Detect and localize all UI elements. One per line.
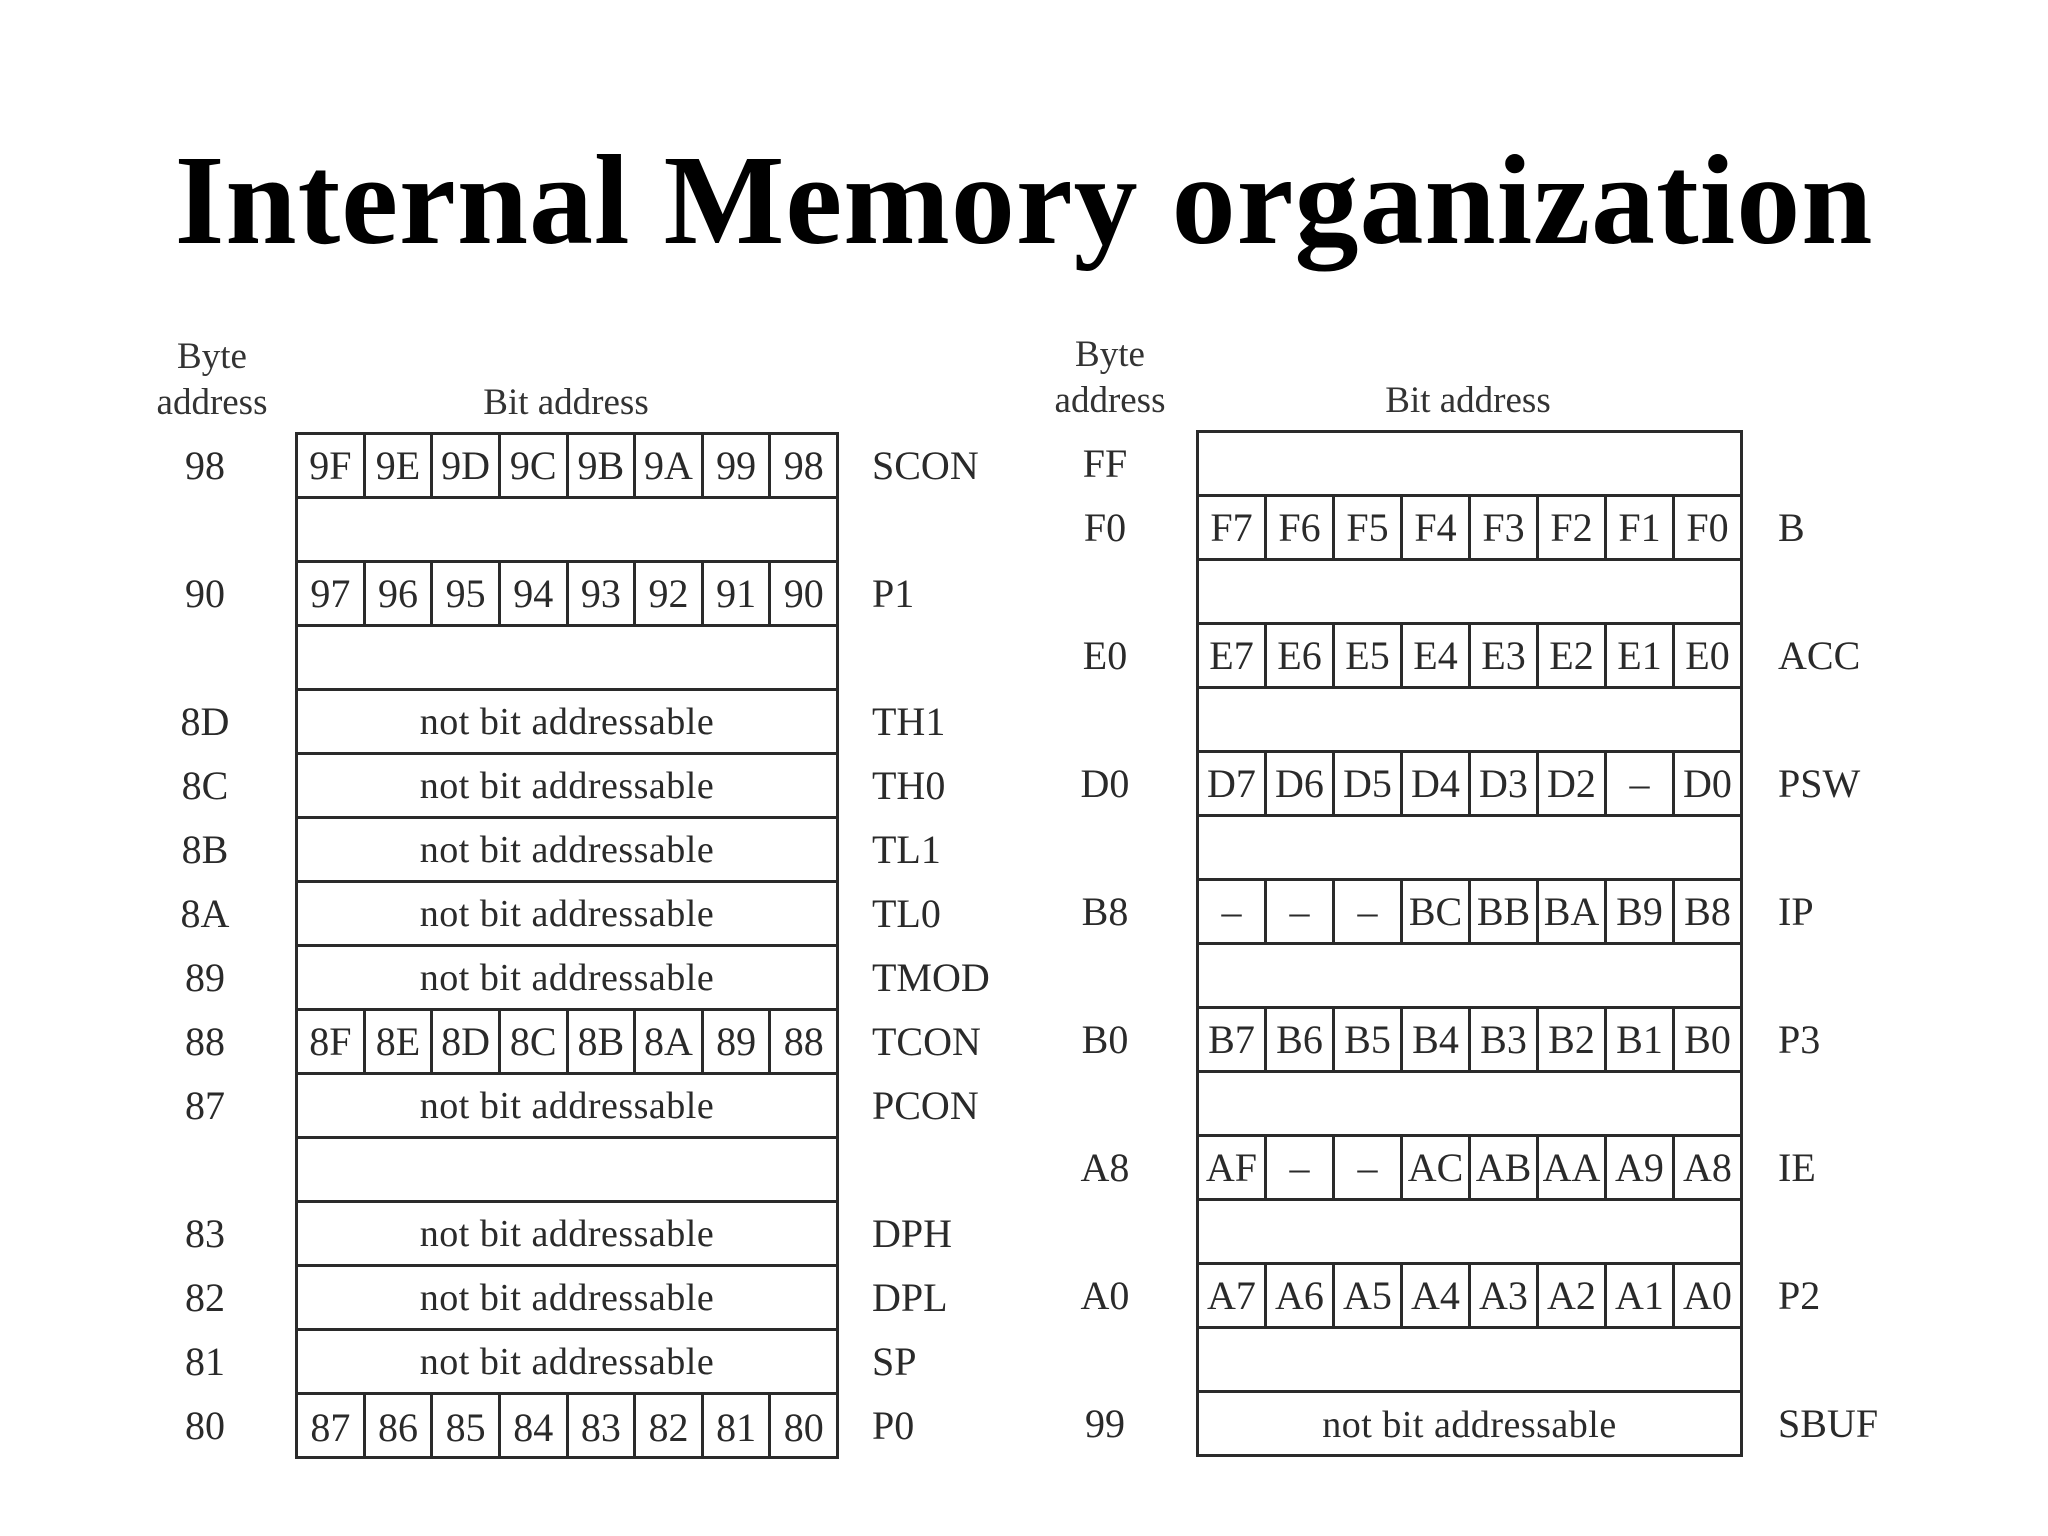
bit-cell: B0: [1684, 1017, 1731, 1062]
empty-register-row: [1199, 817, 1740, 881]
empty-register-row: [298, 1139, 836, 1203]
bit-cell: 92: [636, 563, 704, 624]
register-name-label: P1: [872, 571, 915, 616]
not-bit-addressable-cell: not bit addressable: [419, 1340, 715, 1383]
bit-cell: F0: [1686, 505, 1729, 550]
bit-cell: B4: [1403, 1009, 1471, 1070]
bit-cell: BB: [1471, 881, 1539, 942]
bit-cell: E4: [1403, 625, 1471, 686]
bit-cell: 85: [433, 1395, 501, 1459]
byte-header-line-1: Byte: [1075, 334, 1145, 375]
bit-cell: 87: [298, 1395, 366, 1459]
byte-address-label: 89: [185, 955, 225, 1000]
bit-address-grid: [1196, 430, 1743, 1457]
byte-address-label: 90: [185, 571, 225, 616]
bit-cell: A0: [1683, 1273, 1732, 1318]
byte-address-label: 83: [185, 1211, 225, 1256]
bit-cell: A3: [1471, 1265, 1539, 1326]
bit-cell: D3: [1471, 753, 1539, 814]
byte-address-label: 80: [185, 1403, 225, 1448]
bit-cell: F4: [1403, 497, 1471, 558]
bit-cell: D6: [1267, 753, 1335, 814]
empty-register-row: [1199, 689, 1740, 753]
bit-cell: 9D: [433, 435, 501, 496]
byte-address-header: [1040, 332, 1180, 424]
register-row: [1199, 1009, 1740, 1073]
byte-address-label: B0: [1081, 1017, 1129, 1062]
bit-cell: 9B: [569, 435, 637, 496]
bit-cell: F5: [1335, 497, 1403, 558]
register-name-label: P2: [1778, 1273, 1821, 1318]
bit-cell: A4: [1403, 1265, 1471, 1326]
bit-cell: –: [1335, 881, 1403, 942]
empty-register-row: [1199, 1073, 1740, 1137]
register-name-label: IP: [1778, 889, 1814, 934]
bit-cell: 88: [783, 1019, 824, 1064]
register-row: [1199, 1393, 1740, 1457]
byte-address-label: 99: [1085, 1401, 1125, 1446]
register-row: [1199, 497, 1740, 561]
bit-cell: 82: [636, 1395, 704, 1459]
register-row: [298, 1011, 836, 1075]
byte-header-line-2: address: [156, 382, 268, 423]
empty-register-row: [1199, 1329, 1740, 1393]
not-bit-addressable-cell: not bit addressable: [419, 828, 715, 871]
byte-header-line-2: address: [1054, 380, 1166, 421]
register-name-label: TH1: [872, 699, 946, 744]
bit-cell: 86: [366, 1395, 434, 1459]
bit-cell: BA: [1539, 881, 1607, 942]
register-name-label: IE: [1778, 1145, 1816, 1190]
bit-cell: –: [1335, 1137, 1403, 1198]
register-row: [298, 883, 836, 947]
bit-cell: 8C: [501, 1011, 569, 1072]
bit-cell: A7: [1199, 1265, 1267, 1326]
bit-cell: 96: [366, 563, 434, 624]
bit-cell: BC: [1403, 881, 1471, 942]
register-name-label: ACC: [1778, 633, 1861, 678]
bit-cell: –: [1199, 881, 1267, 942]
byte-address-label: 8D: [180, 699, 230, 744]
bit-cell: AC: [1403, 1137, 1471, 1198]
bit-cell: E6: [1267, 625, 1335, 686]
register-name-label: TL1: [872, 827, 941, 872]
empty-register-row: [1199, 433, 1740, 497]
bit-cell: E0: [1685, 633, 1730, 678]
byte-address-label: A8: [1080, 1145, 1130, 1190]
empty-register-row: [298, 627, 836, 691]
byte-address-label: F0: [1083, 505, 1127, 550]
register-row: [298, 1075, 836, 1139]
bit-cell: 80: [783, 1404, 824, 1450]
byte-address-label: FF: [1082, 441, 1128, 486]
bit-cell: B9: [1607, 881, 1675, 942]
bit-cell: A2: [1539, 1265, 1607, 1326]
byte-address-label: D0: [1080, 761, 1130, 806]
register-row: [298, 1395, 836, 1459]
register-name-label: TH0: [872, 763, 946, 808]
bit-cell: F3: [1471, 497, 1539, 558]
bit-cell: F2: [1539, 497, 1607, 558]
byte-address-label: E0: [1082, 633, 1128, 678]
bit-cell: 9C: [501, 435, 569, 496]
bit-cell: 8F: [298, 1011, 366, 1072]
byte-address-header: [142, 334, 282, 426]
register-row: [1199, 625, 1740, 689]
register-name-label: DPL: [872, 1275, 948, 1320]
empty-register-row: [1199, 1201, 1740, 1265]
not-bit-addressable-cell: not bit addressable: [419, 1212, 715, 1255]
bit-cell: B1: [1607, 1009, 1675, 1070]
bit-cell: D2: [1539, 753, 1607, 814]
bit-cell: AA: [1539, 1137, 1607, 1198]
bit-cell: 8B: [569, 1011, 637, 1072]
register-row: [1199, 881, 1740, 945]
register-name-label: P3: [1778, 1017, 1821, 1062]
bit-cell: B3: [1471, 1009, 1539, 1070]
register-row: [1199, 1137, 1740, 1201]
register-row: [298, 947, 836, 1011]
bit-cell: –: [1267, 881, 1335, 942]
bit-cell: B6: [1267, 1009, 1335, 1070]
bit-cell: 91: [704, 563, 772, 624]
bit-address-grid: [295, 432, 839, 1459]
register-name-label: P0: [872, 1403, 915, 1448]
bit-cell: E7: [1199, 625, 1267, 686]
byte-address-label: 8B: [181, 827, 229, 872]
bit-cell: E1: [1607, 625, 1675, 686]
bit-cell: B2: [1539, 1009, 1607, 1070]
register-row: [298, 691, 836, 755]
register-row: [1199, 1265, 1740, 1329]
register-row: [298, 1267, 836, 1331]
bit-cell: E3: [1471, 625, 1539, 686]
bit-cell: D0: [1683, 761, 1732, 806]
bit-cell: A1: [1607, 1265, 1675, 1326]
register-name-label: DPH: [872, 1211, 953, 1256]
bit-cell: F1: [1607, 497, 1675, 558]
bit-cell: –: [1267, 1137, 1335, 1198]
bit-cell: D5: [1335, 753, 1403, 814]
bit-cell: B5: [1335, 1009, 1403, 1070]
not-bit-addressable-cell: not bit addressable: [419, 700, 715, 743]
byte-address-label: 87: [185, 1083, 225, 1128]
byte-header-line-1: Byte: [177, 336, 247, 377]
byte-address-label: 82: [185, 1275, 225, 1320]
register-row: [298, 1203, 836, 1267]
bit-cell: 8E: [366, 1011, 434, 1072]
byte-address-label: 8C: [181, 763, 229, 808]
bit-cell: 97: [298, 563, 366, 624]
bit-cell: F7: [1199, 497, 1267, 558]
not-bit-addressable-cell: not bit addressable: [419, 956, 715, 999]
bit-cell: E5: [1335, 625, 1403, 686]
not-bit-addressable-cell: not bit addressable: [419, 1276, 715, 1319]
byte-address-label: 81: [185, 1339, 225, 1384]
register-name-label: TMOD: [872, 955, 990, 1000]
bit-cell: 9F: [298, 435, 366, 496]
bit-cell: A6: [1267, 1265, 1335, 1326]
bit-cell: 9A: [636, 435, 704, 496]
bit-cell: 94: [501, 563, 569, 624]
register-name-label: PCON: [872, 1083, 979, 1128]
register-name-label: B: [1778, 505, 1805, 550]
bit-cell: B7: [1199, 1009, 1267, 1070]
bit-cell: 99: [704, 435, 772, 496]
byte-address-label: A0: [1080, 1273, 1130, 1318]
page-title: Internal Memory organization: [174, 129, 1874, 271]
bit-cell: F6: [1267, 497, 1335, 558]
byte-address-label: 88: [185, 1019, 225, 1064]
not-bit-addressable-cell: not bit addressable: [1322, 1404, 1617, 1446]
register-row: [298, 819, 836, 883]
bit-cell: A5: [1335, 1265, 1403, 1326]
register-name-label: SP: [872, 1339, 917, 1384]
register-name-label: PSW: [1778, 761, 1861, 806]
bit-cell: 98: [783, 443, 824, 488]
bit-cell: E2: [1539, 625, 1607, 686]
bit-cell: 8D: [433, 1011, 501, 1072]
bit-cell: –: [1607, 753, 1675, 814]
bit-cell: AF: [1199, 1137, 1267, 1198]
register-row: [298, 435, 836, 499]
bit-cell: B8: [1684, 889, 1731, 934]
register-row: [1199, 753, 1740, 817]
bit-cell: 89: [704, 1011, 772, 1072]
byte-address-label: 8A: [180, 891, 230, 936]
byte-address-label: 98: [185, 443, 225, 488]
register-name-label: TCON: [872, 1019, 981, 1064]
bit-cell: A9: [1607, 1137, 1675, 1198]
bit-cell: AB: [1471, 1137, 1539, 1198]
register-row: [298, 1331, 836, 1395]
empty-register-row: [1199, 561, 1740, 625]
not-bit-addressable-cell: not bit addressable: [419, 892, 715, 935]
register-name-label: SCON: [872, 443, 979, 488]
bit-address-header: Bit address: [1385, 380, 1551, 421]
not-bit-addressable-cell: not bit addressable: [419, 764, 715, 807]
register-row: [298, 755, 836, 819]
bit-cell: 95: [433, 563, 501, 624]
byte-address-label: B8: [1081, 889, 1129, 934]
bit-address-header: Bit address: [483, 382, 649, 423]
empty-register-row: [1199, 945, 1740, 1009]
bit-cell: 9E: [366, 435, 434, 496]
bit-cell: 83: [569, 1395, 637, 1459]
register-name-label: SBUF: [1778, 1401, 1879, 1446]
register-name-label: TL0: [872, 891, 941, 936]
bit-cell: 90: [783, 571, 824, 616]
empty-register-row: [298, 499, 836, 563]
bit-cell: D7: [1199, 753, 1267, 814]
bit-cell: D4: [1403, 753, 1471, 814]
bit-cell: 8A: [636, 1011, 704, 1072]
bit-cell: A8: [1683, 1145, 1732, 1190]
bit-cell: 84: [501, 1395, 569, 1459]
register-row: [298, 563, 836, 627]
not-bit-addressable-cell: not bit addressable: [419, 1084, 715, 1127]
bit-cell: 93: [569, 563, 637, 624]
bit-cell: 81: [704, 1395, 772, 1459]
